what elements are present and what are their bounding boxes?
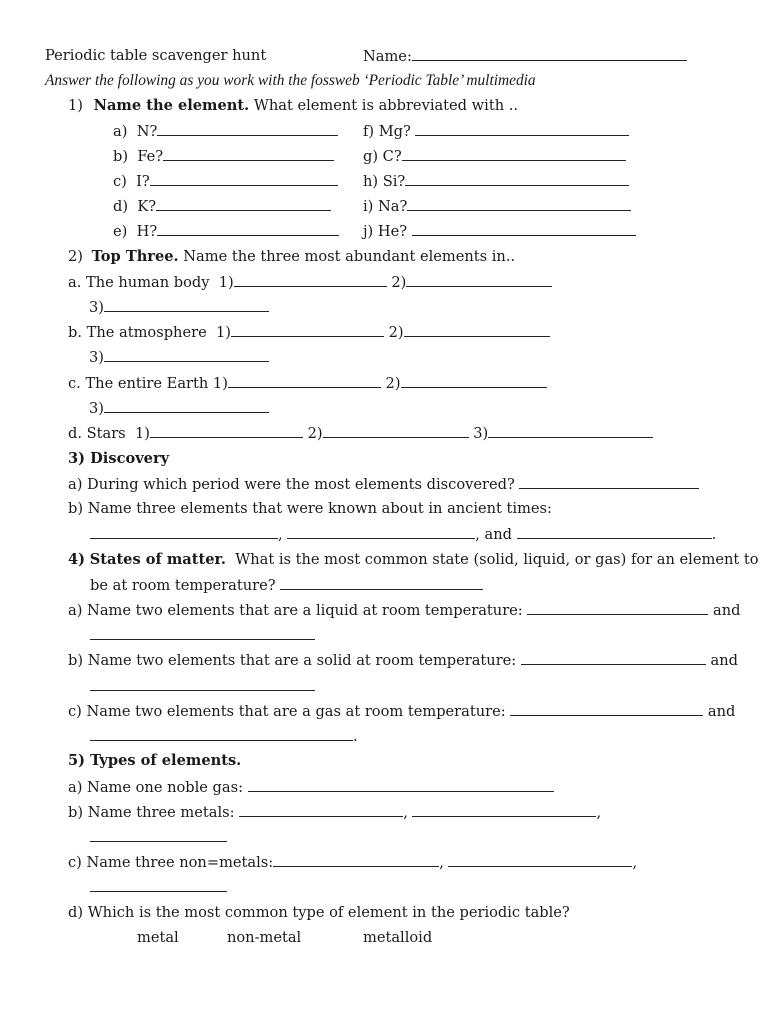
item-letter: b) xyxy=(68,652,84,669)
q4-item-b xyxy=(68,651,738,670)
q4-item-c xyxy=(68,702,735,721)
q2-item-b xyxy=(68,323,550,342)
answer-blank[interactable] xyxy=(517,525,712,539)
item-letter: a) xyxy=(113,123,128,140)
element-symbol: H? xyxy=(136,223,158,240)
q1-item-h xyxy=(363,172,629,191)
q4-item-c-second xyxy=(90,727,358,746)
item-label: The entire Earth xyxy=(85,375,209,392)
element-symbol: Fe? xyxy=(137,148,164,165)
and-text: , and xyxy=(475,526,513,543)
slot-2: 2) xyxy=(388,324,404,341)
answer-blank[interactable] xyxy=(405,172,629,186)
item-label: The human body xyxy=(85,274,210,291)
item-letter: a) xyxy=(68,779,83,796)
item-label: Stars xyxy=(86,425,126,442)
answer-blank[interactable] xyxy=(90,828,227,842)
item-letter: d) xyxy=(113,198,129,215)
comma: , xyxy=(632,854,638,871)
answer-blank[interactable] xyxy=(248,778,554,792)
q3-item-a xyxy=(68,475,699,494)
answer-blank[interactable] xyxy=(239,803,403,817)
and-text: and xyxy=(707,703,736,720)
q1-item-f xyxy=(363,122,629,141)
question-text: Name three metals: xyxy=(87,804,235,821)
q3-heading xyxy=(68,450,169,468)
slot-3: 3) xyxy=(473,425,489,442)
slot-3: 3) xyxy=(89,400,104,417)
item-letter: d. xyxy=(68,425,82,442)
q3-title: Discovery xyxy=(90,450,170,467)
answer-blank[interactable] xyxy=(323,424,469,438)
q5-item-d xyxy=(68,904,570,922)
answer-blank[interactable] xyxy=(157,122,338,136)
q5-item-b xyxy=(68,803,601,822)
answer-blank[interactable] xyxy=(448,853,632,867)
choice-non-metal[interactable]: non-metal xyxy=(227,929,302,946)
q1-title: Name the element. xyxy=(93,97,250,114)
answer-blank[interactable] xyxy=(163,147,334,161)
answer-blank[interactable] xyxy=(234,273,387,287)
q1-item-b xyxy=(113,147,334,166)
q2-item-c-third xyxy=(89,399,269,418)
answer-blank[interactable] xyxy=(510,702,703,716)
item-letter: b. xyxy=(68,324,82,341)
q2-prompt: Name the three most abundant elements in.. xyxy=(183,248,516,265)
answer-blank[interactable] xyxy=(406,273,552,287)
slot-1: 1) xyxy=(134,425,150,442)
name-blank[interactable] xyxy=(412,47,687,61)
comma: , xyxy=(278,526,283,543)
answer-blank[interactable] xyxy=(488,424,653,438)
element-symbol: K? xyxy=(137,198,157,215)
q4-prompt-line2 xyxy=(90,576,483,595)
answer-blank[interactable] xyxy=(527,601,708,615)
q2-item-d xyxy=(68,424,653,443)
q1-item-e xyxy=(113,222,339,241)
q2-item-c xyxy=(68,374,547,393)
q5-title: Types of elements. xyxy=(90,752,242,769)
answer-blank[interactable] xyxy=(90,878,227,892)
answer-blank[interactable] xyxy=(150,172,338,186)
q2-item-a-third xyxy=(89,298,269,317)
answer-blank[interactable] xyxy=(287,525,475,539)
element-symbol: N? xyxy=(136,123,158,140)
question-text: Which is the most common type of element in the periodic table? xyxy=(87,904,570,921)
answer-blank[interactable] xyxy=(412,222,636,236)
worksheet-title: Periodic table scavenger hunt xyxy=(45,47,267,64)
answer-blank[interactable] xyxy=(402,147,626,161)
q4-number: 4) xyxy=(68,551,86,568)
q3-item-b-answers xyxy=(90,525,716,544)
q1-prompt: What element is abbreviated with .. xyxy=(253,97,519,114)
answer-blank[interactable] xyxy=(104,298,269,312)
question-text: Name two elements that are a solid at room temperature: xyxy=(87,652,517,669)
question-text: Name two elements that are a gas at room temperature: xyxy=(86,703,506,720)
comma: , xyxy=(403,804,408,821)
answer-blank[interactable] xyxy=(150,424,303,438)
item-label: j) He? xyxy=(363,223,408,240)
q1-item-j xyxy=(363,222,636,241)
item-letter: c) xyxy=(68,854,82,871)
q5-number: 5) xyxy=(68,752,86,769)
q1-item-a xyxy=(113,122,338,141)
answer-blank[interactable] xyxy=(157,222,339,236)
item-label: h) Si? xyxy=(363,173,406,190)
item-letter: a) xyxy=(68,476,83,493)
item-letter: b) xyxy=(68,804,84,821)
q1-heading xyxy=(68,97,518,115)
answer-blank[interactable] xyxy=(415,122,629,136)
slot-1: 1) xyxy=(218,274,234,291)
answer-blank[interactable] xyxy=(90,727,353,741)
q3-number: 3) xyxy=(68,450,86,467)
item-letter: c) xyxy=(113,173,127,190)
item-label: The atmosphere xyxy=(86,324,207,341)
q5-item-c-third xyxy=(90,878,227,897)
q4-title: States of matter. xyxy=(89,551,226,568)
answer-blank[interactable] xyxy=(521,651,706,665)
comma: , xyxy=(596,804,602,821)
q5-item-b-third xyxy=(90,828,227,847)
slot-1: 1) xyxy=(215,324,231,341)
choice-metalloid[interactable]: metalloid xyxy=(363,929,433,946)
answer-blank[interactable] xyxy=(228,374,381,388)
answer-blank[interactable] xyxy=(519,475,699,489)
slot-3: 3) xyxy=(89,299,104,316)
q1-item-c xyxy=(113,172,338,191)
q1-item-i xyxy=(363,197,631,216)
q2-item-b-third xyxy=(89,348,269,367)
item-label: f) Mg? xyxy=(363,123,411,140)
question-text: Name one noble gas: xyxy=(87,779,244,796)
q5-heading xyxy=(68,752,241,770)
question-text: Name two elements that are a liquid at room temperature: xyxy=(87,602,523,619)
q5-item-a xyxy=(68,778,554,797)
period: . xyxy=(711,526,717,543)
question-text: Name three elements that were known about in ancient times: xyxy=(87,500,552,517)
name-field[interactable] xyxy=(363,47,687,66)
answer-blank[interactable] xyxy=(412,803,596,817)
slot-2: 2) xyxy=(307,425,323,442)
item-letter: c. xyxy=(68,375,81,392)
q4-item-b-second xyxy=(90,677,315,696)
answer-blank[interactable] xyxy=(90,626,315,640)
q4-heading xyxy=(68,551,759,569)
answer-blank[interactable] xyxy=(90,525,278,539)
slot-2: 2) xyxy=(385,375,401,392)
q1-item-d xyxy=(113,197,331,216)
answer-blank[interactable] xyxy=(273,853,439,867)
slot-3: 3) xyxy=(89,349,104,366)
answer-blank[interactable] xyxy=(90,677,315,691)
item-letter: b) xyxy=(113,148,129,165)
answer-blank[interactable] xyxy=(104,399,269,413)
q3-item-b xyxy=(68,500,552,518)
answer-blank[interactable] xyxy=(280,576,483,590)
question-text: During which period were the most elements discovered? xyxy=(87,476,515,493)
item-letter: d) xyxy=(68,904,84,921)
item-label: i) Na? xyxy=(363,198,408,215)
answer-blank[interactable] xyxy=(407,197,631,211)
item-letter: b) xyxy=(68,500,84,517)
answer-blank[interactable] xyxy=(231,323,384,337)
item-label: g) C? xyxy=(363,148,402,165)
slot-1: 1) xyxy=(212,375,228,392)
slot-2: 2) xyxy=(391,274,407,291)
q5-item-c xyxy=(68,853,637,872)
name-label: Name: xyxy=(363,48,412,65)
and-text: and xyxy=(710,652,738,669)
q2-title: Top Three. xyxy=(91,248,179,265)
item-letter: e) xyxy=(113,223,128,240)
question-text: Name three non=metals: xyxy=(86,854,274,871)
q4-prompt-cont: be at room temperature? xyxy=(90,577,276,594)
q4-item-a-second xyxy=(90,626,315,645)
element-symbol: I? xyxy=(136,173,150,190)
answer-blank[interactable] xyxy=(156,197,331,211)
item-letter: a) xyxy=(68,602,83,619)
q4-prompt: What is the most common state (solid, liquid, or gas) for an element to xyxy=(235,551,759,568)
answer-blank[interactable] xyxy=(401,374,547,388)
choice-metal[interactable]: metal xyxy=(137,929,179,946)
answer-blank[interactable] xyxy=(104,348,269,362)
item-letter: c) xyxy=(68,703,82,720)
item-letter: a. xyxy=(68,274,82,291)
period: . xyxy=(353,728,358,745)
instructions: Answer the following as you work with the fossweb ‘Periodic Table’ multimedia xyxy=(45,72,536,89)
comma: , xyxy=(439,854,444,871)
answer-blank[interactable] xyxy=(404,323,550,337)
and-text: and xyxy=(713,602,741,619)
q1-number: 1) xyxy=(68,97,83,114)
q1-item-g xyxy=(363,147,626,166)
q2-item-a xyxy=(68,273,552,292)
q2-heading xyxy=(68,248,515,266)
q2-number: 2) xyxy=(68,248,83,265)
q4-item-a xyxy=(68,601,740,620)
